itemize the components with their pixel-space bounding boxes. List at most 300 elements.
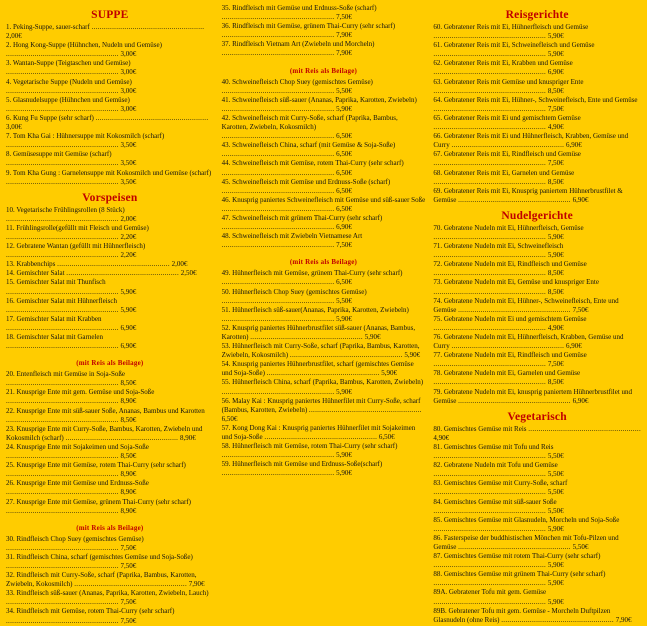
- menu-item-label: 14. Gemischter Salat: [6, 269, 65, 278]
- menu-item-list: [6, 535, 214, 626]
- menu-item: [6, 206, 214, 224]
- leader-dots: .......................................................: [6, 561, 119, 570]
- menu-item-price: 5,90€: [547, 232, 564, 241]
- menu-item-label: 21. Knusprige Ente mit gem. Gemüse und Soja-Soße: [6, 388, 155, 397]
- leader-dots: .......................................................: [6, 616, 119, 625]
- menu-item: [433, 187, 641, 205]
- menu-item: [433, 425, 641, 443]
- leader-dots: .......................................................: [6, 543, 119, 552]
- leader-dots: .......................................................: [221, 223, 335, 232]
- menu-item-list: [433, 425, 641, 625]
- menu-item-label: 33. Rindfleisch süß-sauer (Ananas, Paprika, Karotten, Zwiebeln, Lauch): [6, 589, 209, 598]
- menu-column-left: [6, 4, 214, 625]
- menu-item-price: 5,90€: [547, 50, 564, 59]
- menu-item-list: [6, 370, 214, 516]
- leader-dots: .......................................................: [6, 598, 119, 607]
- menu-item-price: 8,50€: [120, 452, 137, 461]
- menu-item: [433, 443, 641, 461]
- leader-dots: .......................................................: [6, 305, 119, 314]
- menu-item-price: 8,90€: [179, 433, 196, 442]
- menu-item-price: 2,00€: [120, 214, 137, 223]
- leader-dots: .......................................................: [6, 452, 119, 461]
- menu-item-price: 5,90€: [120, 305, 137, 314]
- leader-dots: .......................................................: [289, 351, 403, 360]
- menu-item-label: 53. Hühnerfleisch mit Curry-Soße, scharf (Paprika, Bambus, Karotten, Zwiebeln, Kokosmilch): [221, 342, 420, 360]
- menu-item: [433, 278, 641, 296]
- leader-dots: .......................................................: [433, 251, 547, 260]
- menu-item-price: 5,90€: [547, 524, 564, 533]
- leader-dots: .......................................................: [433, 524, 547, 533]
- menu-item-price: 8,90€: [120, 470, 137, 479]
- menu-item: [222, 269, 426, 287]
- menu-item-label: 88. Gemischtes Gemüse mit grünem Thai-Curry (sehr scharf): [433, 570, 606, 579]
- menu-item: [433, 461, 641, 479]
- menu-item: [222, 360, 426, 378]
- menu-item-label: 11. Frühlingsrolle(gefüllt mit Fleisch und Gemüse): [6, 223, 149, 232]
- section-title: Nudelgerichte: [501, 209, 573, 222]
- menu-item-price: 7,50€: [336, 241, 352, 250]
- menu-item-label: 54. Knusprig paniertes Hühnerbrustfilet, scharf (gemischtes Gemüse und Soja-Soße): [221, 360, 414, 378]
- menu-item: [222, 460, 426, 478]
- menu-item: [222, 306, 426, 324]
- menu-item-price: 3,50€: [120, 177, 137, 186]
- menu-item-price: 6,90€: [120, 342, 137, 351]
- menu-item-label: 60. Gebratener Reis mit Ei, Hühnerfleisch und Gemüse: [433, 23, 589, 31]
- menu-item-list: [222, 78, 426, 251]
- menu-item-label: 86. Fasterspeise der buddhistischen Mönchen mit Tofu-Pilzen und Gemüse: [433, 533, 619, 551]
- menu-item: [6, 278, 214, 296]
- section-title: SUPPE: [91, 9, 129, 21]
- menu-item: [6, 114, 214, 132]
- menu-item-list: [222, 269, 426, 478]
- menu-item: [6, 242, 214, 260]
- leader-dots: .......................................................: [458, 195, 571, 204]
- menu-item-price: 6,90€: [336, 223, 352, 232]
- menu-item-label: 35. Rindfleisch mit Gemüse und Erdnuss-Soße (scharf): [221, 4, 377, 12]
- menu-item-label: 65. Gebratener Reis mit Ei und gemischtem Gemüse: [433, 113, 581, 122]
- menu-item: [222, 159, 426, 177]
- section-note: (mit Reis als Beilage): [289, 258, 358, 267]
- menu-item: [6, 333, 214, 351]
- leader-dots: .......................................................: [458, 396, 571, 405]
- menu-item: [6, 589, 214, 607]
- leader-dots: .......................................................: [221, 204, 335, 213]
- menu-item-label: 43. Schweinefleisch China, scharf (mit Gemüse & Soja-Soße): [221, 141, 396, 150]
- menu-item-price: 5,50€: [572, 542, 589, 551]
- menu-item-price: 5,50€: [547, 470, 564, 479]
- menu-item: [433, 498, 641, 516]
- leader-dots: .......................................................: [221, 451, 335, 460]
- menu-item-price: 8,50€: [547, 287, 564, 296]
- menu-item-label: 52. Knusprig paniertes Hühnerbrustfilet süß-sauer (Ananas, Bambus, Karotten): [221, 323, 416, 341]
- menu-item-price: 2,50€: [180, 269, 197, 278]
- menu-item-label: 66. Gebratener Reis mit Ei und Hühnerfleisch, Krabben, Gemüse und Curry: [433, 132, 629, 150]
- leader-dots: .......................................................: [221, 86, 335, 95]
- leader-dots: .......................................................: [95, 113, 209, 122]
- leader-dots: .......................................................: [250, 333, 363, 341]
- menu-item-price: 4,90€: [547, 123, 564, 132]
- menu-item-label: 89A. Gebratener Tofu mit gem. Gemüse: [433, 588, 547, 597]
- menu-item-label: 81. Gemischtes Gemüse mit Tofu und Reis: [433, 442, 554, 451]
- menu-item-price: 7,90€: [336, 49, 352, 58]
- leader-dots: .......................................................: [433, 177, 547, 186]
- menu-item-label: 67. Gebratener Reis mit Ei, Rindfleisch und Gemüse: [433, 150, 581, 159]
- leader-dots: .......................................................: [433, 269, 547, 278]
- leader-dots: .......................................................: [6, 159, 119, 168]
- leader-dots: .......................................................: [74, 580, 187, 589]
- leader-dots: .......................................................: [433, 506, 547, 515]
- section-title: Vorspeisen: [82, 191, 138, 204]
- menu-item-price: 3,50€: [120, 159, 137, 168]
- leader-dots: .......................................................: [451, 141, 565, 150]
- menu-item-label: 4. Vegetarische Suppe (Nudeln und Gemüse): [6, 77, 132, 86]
- menu-item: [6, 498, 214, 516]
- menu-item-label: 26. Knusprige Ente mit Gemüse und Erdnuss-Soße: [6, 479, 149, 488]
- menu-item-price: 2,20€: [120, 251, 137, 260]
- menu-item: [433, 41, 641, 59]
- menu-item-price: 5,90€: [381, 369, 397, 378]
- menu-item-price: 5,50€: [547, 452, 564, 461]
- menu-item-price: 7,50€: [572, 305, 589, 314]
- menu-item-price: 3,00€: [120, 50, 137, 59]
- menu-item: [433, 369, 641, 387]
- menu-item-label: 1. Peking-Suppe, sauer-scharf: [6, 23, 90, 31]
- leader-dots: .......................................................: [433, 323, 547, 332]
- menu-item: [222, 178, 426, 196]
- menu-item-label: 49. Hühnerfleisch mit Gemüse, grünem Thai-Curry (sehr scharf): [221, 269, 403, 278]
- leader-dots: .......................................................: [433, 232, 547, 241]
- menu-item: [222, 141, 426, 159]
- menu-item-label: 58. Hühnerfleisch mit Gemüse, rotem Thai-Curry (sehr scharf): [221, 442, 398, 451]
- menu-item: [6, 315, 214, 333]
- menu-item: [433, 78, 641, 96]
- menu-item-label: 6. Kung Fu Suppe (sehr scharf): [6, 113, 94, 122]
- leader-dots: .......................................................: [6, 177, 119, 186]
- leader-dots: .......................................................: [433, 579, 547, 588]
- menu-item-label: 47. Schweinefleisch mit grünem Thai-Curry (sehr scharf): [221, 213, 383, 222]
- menu-item-price: 8,90€: [120, 397, 137, 406]
- menu-item: [222, 22, 426, 40]
- menu-item-label: 73. Gebratene Nudeln mit Ei, Gemüse und knuspriger Ente: [433, 278, 599, 287]
- menu-item: [6, 23, 214, 41]
- menu-item: [433, 552, 641, 570]
- menu-item: [6, 425, 214, 443]
- menu-item-price: 6,50€: [336, 186, 352, 195]
- menu-column-right: [433, 4, 641, 624]
- leader-dots: .......................................................: [433, 488, 547, 497]
- menu-item: [6, 96, 214, 114]
- leader-dots: .......................................................: [221, 168, 335, 177]
- menu-item-price: 7,50€: [120, 598, 137, 607]
- menu-item-label: 55. Hühnerfleisch China, scharf (Paprika, Bambus, Karotten, Zwiebeln): [221, 378, 424, 387]
- leader-dots: .......................................................: [433, 360, 547, 369]
- leader-dots: .......................................................: [221, 186, 335, 195]
- menu-item-label: 18. Gemischter Salat mit Garnelen: [6, 333, 103, 341]
- leader-dots: .......................................................: [433, 378, 547, 387]
- leader-dots: .......................................................: [6, 141, 119, 150]
- menu-item-price: 7,90€: [336, 31, 352, 40]
- menu-item-price: 5,90€: [547, 32, 564, 41]
- leader-dots: .......................................................: [6, 323, 119, 332]
- leader-dots: .......................................................: [221, 241, 335, 250]
- leader-dots: .......................................................: [433, 452, 547, 461]
- leader-dots: .......................................................: [433, 86, 547, 95]
- menu-item-list: [222, 4, 426, 59]
- menu-item-label: 69. Gebratener Reis mit Ei, Knusprig paniertem Hühnerbrustfilet & Gemüse: [433, 186, 623, 204]
- leader-dots: .......................................................: [221, 278, 335, 287]
- section-title: [6, 356, 214, 368]
- leader-dots: .......................................................: [266, 369, 380, 378]
- menu-item-price: 3,00€: [120, 68, 137, 77]
- menu-item-price: 5,50€: [547, 506, 564, 515]
- menu-item: [433, 114, 641, 132]
- leader-dots: .......................................................: [451, 342, 565, 351]
- menu-item-label: 85. Gemischtes Gemüse mit Glasnudeln, Morcheln und Soja-Soße: [433, 515, 620, 524]
- leader-dots: .......................................................: [221, 314, 335, 323]
- menu-item-label: 75. Gebratene Nudeln mit Ei und gemischtem Gemüse: [433, 314, 587, 323]
- menu-item-price: 6,50€: [336, 150, 352, 159]
- leader-dots: .......................................................: [501, 615, 614, 624]
- menu-item-price: 5,90€: [547, 579, 564, 588]
- menu-item: [433, 96, 641, 114]
- menu-item-price: 8,50€: [547, 378, 564, 387]
- menu-item: [6, 479, 214, 497]
- leader-dots: .......................................................: [221, 31, 335, 40]
- leader-dots: .......................................................: [6, 415, 119, 424]
- menu-item-label: 56. Malay Kai : Knusprig paniertes Hühnerfilet mit Curry-Soße, scharf (Bambus, Karotten, Zwiebeln): [221, 396, 421, 414]
- menu-item-price: 2,00€: [171, 260, 188, 269]
- menu-item: [222, 40, 426, 58]
- menu-item-label: 64. Gebratener Reis mit Ei, Hühner-, Schweinefleisch, Ente und Gemüse: [433, 95, 638, 104]
- section-note: (mit Reis als Beilage): [76, 523, 144, 532]
- menu-item-label: 20. Entenfleisch mit Gemüse in Soja-Soße: [6, 370, 125, 379]
- menu-item-label: 78. Gebratene Nudeln mit Ei, Garnelen und Gemüse: [433, 369, 581, 378]
- menu-item-price: 5,90€: [547, 561, 564, 570]
- leader-dots: .......................................................: [433, 32, 547, 41]
- leader-dots: .......................................................: [221, 104, 335, 113]
- menu-item: [222, 397, 426, 424]
- section-note: (mit Reis als Beilage): [289, 66, 358, 75]
- leader-dots: .......................................................: [57, 260, 170, 269]
- menu-item-price: 7,50€: [120, 616, 137, 625]
- menu-item-label: 79. Gebratene Nudeln mit Ei, knusprig paniertem Hühnerbrustfilet und Gemüse: [433, 387, 633, 405]
- menu-item: [6, 150, 214, 168]
- menu-item-price: 7,50€: [547, 104, 564, 113]
- menu-item-list: [6, 206, 214, 352]
- menu-item: [6, 607, 214, 625]
- menu-item-list: [6, 23, 214, 187]
- menu-item: [222, 114, 426, 141]
- leader-dots: .......................................................: [91, 23, 205, 31]
- menu-item-price: 6,90€: [572, 396, 589, 405]
- menu-item: [433, 315, 641, 333]
- menu-item-label: 5. Glasnudelsuppe (Hühnchen und Gemüse): [6, 95, 130, 104]
- menu-item-label: 50. Hühnerfleisch Chop Suey (gemischtes Gemüse): [221, 287, 367, 296]
- section-title: Reisgerichte: [505, 9, 569, 21]
- menu-item: [222, 342, 426, 360]
- menu-item: [6, 553, 214, 571]
- menu-item-label: 70. Gebratene Nudeln mit Ei, Hühnerfleisch, Gemüse: [433, 223, 584, 232]
- menu-item-price: 7,50€: [120, 543, 137, 552]
- menu-item-price: 7,90€: [615, 615, 632, 624]
- menu-item-label: 7. Tom Kha Gai : Hühnersuppe mit Kokosmilch (scharf): [6, 132, 165, 141]
- menu-item-label: 71. Gebratene Nudeln mit Ei, Schweinefleisch: [433, 242, 564, 251]
- menu-item-price: 7,50€: [547, 159, 564, 168]
- menu-item-price: 6,50€: [336, 168, 352, 177]
- menu-item: [6, 535, 214, 553]
- menu-item-price: 5,90€: [336, 104, 352, 113]
- menu-item-price: 6,50€: [378, 433, 395, 442]
- menu-item-price: 5,90€: [336, 451, 352, 460]
- section-title: [6, 521, 214, 533]
- menu-item-price: 5,90€: [547, 597, 564, 606]
- menu-item-label: 8. Gemüsesuppe mit Gemüse (scharf): [6, 150, 112, 159]
- menu-item-price: 6,50€: [336, 132, 352, 141]
- menu-item: [433, 23, 641, 41]
- section-title: [222, 255, 426, 267]
- leader-dots: .......................................................: [6, 50, 119, 59]
- menu-item: [433, 297, 641, 315]
- menu-item-label: 30. Rindfleisch Chop Suey (gemischtes Gemüse): [6, 534, 144, 543]
- menu-item-price: 7,50€: [120, 561, 137, 570]
- leader-dots: .......................................................: [6, 397, 119, 406]
- leader-dots: .......................................................: [458, 542, 571, 551]
- menu-item: [222, 324, 426, 342]
- menu-item-label: 48. Schweinefleisch mit Zwiebeln Vietnamese Art: [221, 232, 363, 241]
- leader-dots: .......................................................: [6, 68, 119, 77]
- leader-dots: .......................................................: [6, 232, 119, 241]
- menu-item: [222, 442, 426, 460]
- menu-item-label: 17. Gemischter Salat mit Krabben: [6, 314, 102, 323]
- menu-item: [6, 461, 214, 479]
- leader-dots: .......................................................: [433, 597, 547, 606]
- leader-dots: .......................................................: [6, 506, 119, 515]
- menu-item: [433, 169, 641, 187]
- menu-item-price: 6,90€: [565, 342, 582, 351]
- menu-item: [433, 260, 641, 278]
- leader-dots: .......................................................: [6, 287, 119, 296]
- menu-item-price: 5,90€: [336, 314, 352, 323]
- menu-item-label: 25. Knusprige Ente mit Gemüse, rotem Thai-Curry (sehr scharf): [6, 461, 186, 470]
- leader-dots: .......................................................: [6, 470, 119, 479]
- menu-item-price: 6,50€: [221, 414, 238, 423]
- menu-item-price: 6,50€: [336, 278, 352, 287]
- menu-item-price: 5,90€: [404, 351, 421, 360]
- menu-item-price: 2,00€: [6, 32, 22, 41]
- menu-item-label: 74. Gebratene Nudeln mit Ei, Hühner-, Schweinefleisch, Ente und Gemüse: [433, 296, 619, 314]
- menu-item-label: 36. Rindfleisch mit Gemüse, grünem Thai-Curry (sehr scharf): [221, 22, 396, 31]
- menu-item: [222, 96, 426, 114]
- menu-item-price: 6,90€: [572, 195, 589, 204]
- leader-dots: .......................................................: [221, 469, 335, 478]
- menu-item: [433, 388, 641, 406]
- menu-item-price: 5,90€: [120, 287, 137, 296]
- leader-dots: .......................................................: [6, 251, 119, 260]
- menu-item: [6, 443, 214, 461]
- menu-item-label: 51. Hühnerfleisch süß-sauer(Ananas, Paprika, Karotten, Zwiebeln): [221, 305, 409, 314]
- menu-item: [433, 333, 641, 351]
- menu-item: [433, 351, 641, 369]
- leader-dots: .......................................................: [6, 342, 119, 351]
- menu-item-label: 34. Rindfleisch mit Gemüse, rotem Thai-Curry (sehr scharf): [6, 607, 175, 616]
- menu-item: [6, 78, 214, 96]
- leader-dots: .......................................................: [221, 49, 335, 58]
- menu-item: [433, 534, 641, 552]
- leader-dots: .......................................................: [221, 13, 335, 22]
- menu-item-label: 89B. Gebratener Tofu mit gem. Gemüse - Morcheln Duftpilzen Glasnudeln (ohne Reis): [433, 606, 611, 624]
- menu-item: [6, 224, 214, 242]
- menu-item-label: 80. Gemischtes Gemüse mit Reis: [433, 424, 527, 433]
- menu-item: [433, 570, 641, 588]
- section-title: [222, 64, 426, 76]
- leader-dots: .......................................................: [264, 433, 378, 442]
- menu-item-price: 5,90€: [364, 333, 381, 341]
- menu-item-label: 22. Knusprige Ente mit süß-sauer Soße, Ananas, Bambus und Karotten: [6, 406, 205, 415]
- menu-item-label: 16. Gemischter Salat mit Hühnerfleisch: [6, 296, 117, 305]
- menu-item-price: 7,50€: [336, 13, 352, 22]
- leader-dots: .......................................................: [66, 269, 180, 278]
- menu-item: [6, 297, 214, 315]
- menu-item: [433, 242, 641, 260]
- menu-item-label: 42. Schweinefleisch mit Curry-Soße, scharf (Paprika, Bambus, Karotten, Zwiebeln, Kokosmilch): [221, 113, 398, 132]
- menu-item: [222, 214, 426, 232]
- leader-dots: .......................................................: [6, 86, 119, 95]
- leader-dots: .......................................................: [221, 387, 335, 396]
- leader-dots: .......................................................: [6, 214, 119, 223]
- leader-dots: .......................................................: [221, 296, 335, 305]
- menu-item: [6, 41, 214, 59]
- leader-dots: .......................................................: [6, 379, 119, 388]
- menu-item-price: 5,50€: [547, 488, 564, 497]
- menu-item-label: 59. Hühnerfleisch mit Gemüse und Erdnuss-Soße(scharf): [221, 460, 383, 469]
- leader-dots: .......................................................: [433, 159, 547, 168]
- menu-item-price: 5,50€: [336, 86, 352, 95]
- leader-dots: .......................................................: [458, 305, 571, 314]
- menu-item: [6, 370, 214, 388]
- menu-item-label: 77. Gebratene Nudeln mit Ei, Rindfleisch und Gemüse: [433, 351, 587, 360]
- menu-item-price: 7,50€: [547, 360, 564, 369]
- menu-item: [222, 288, 426, 306]
- menu-item: [433, 132, 641, 150]
- leader-dots: .......................................................: [433, 561, 547, 570]
- menu-item-label: 72. Gebratene Nudeln mit Ei, Rindfleisch und Gemüse: [433, 260, 587, 269]
- section-note: (mit Reis als Beilage): [76, 359, 144, 368]
- menu-item-price: 8,50€: [120, 379, 137, 388]
- leader-dots: .......................................................: [528, 424, 641, 433]
- leader-dots: .......................................................: [308, 405, 422, 414]
- leader-dots: .......................................................: [65, 433, 179, 442]
- leader-dots: .......................................................: [433, 287, 547, 296]
- menu-item-label: 46. Knusprig paniertes Schweinefleisch mit Gemüse und süß-sauer Soße: [221, 195, 426, 204]
- menu-item-label: 63. Gebratener Reis mit Gemüse und knuspriger Ente: [433, 77, 584, 86]
- menu-item: [6, 407, 214, 425]
- menu-item-price: 2,20€: [120, 232, 137, 241]
- menu-item-price: 3,00€: [120, 86, 137, 95]
- menu-item: [433, 224, 641, 242]
- menu-item-price: 4,90€: [433, 433, 450, 442]
- menu-item-price: 3,00€: [120, 104, 137, 113]
- leader-dots: .......................................................: [221, 132, 335, 141]
- menu-item-label: 37. Rindfleisch Vietnam Art (Zwiebeln und Morcheln): [221, 40, 375, 49]
- menu-item: [433, 607, 641, 625]
- leader-dots: .......................................................: [433, 470, 547, 479]
- menu-item-label: 41. Schweinefleisch süß-sauer (Ananas, Paprika, Karotten, Zwiebeln): [221, 95, 417, 104]
- menu-item: [222, 196, 426, 214]
- menu-item-label: 40. Schweinefleisch Chop Suey (gemischtes Gemüse): [221, 77, 373, 86]
- menu-item-label: 57. Kong Dong Kai : Knusprig paniertes Hühnerfilet mit Sojakeimen und Soja-Soße: [221, 423, 416, 442]
- menu-item: [6, 169, 214, 187]
- menu-item: [433, 516, 641, 534]
